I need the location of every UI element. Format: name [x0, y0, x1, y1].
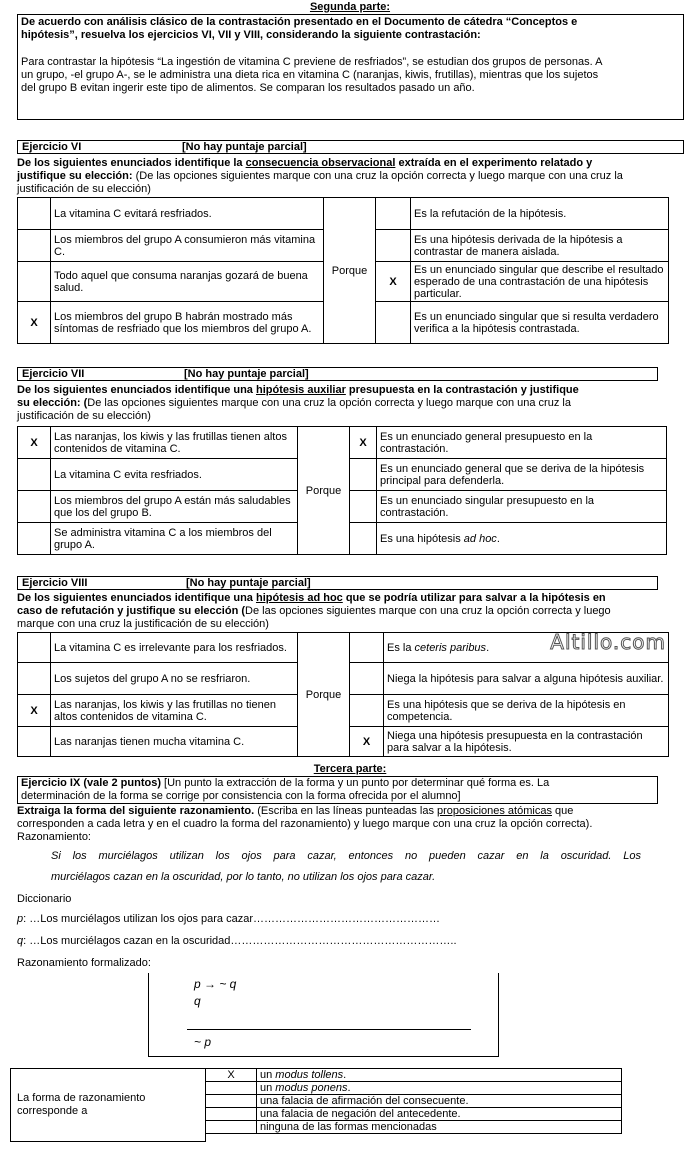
ex7-option-1-checkbox[interactable]: X — [18, 427, 51, 459]
ex7-justification-3-text: Es un enunciado singular presupuesto en la contrastación. — [377, 491, 667, 523]
ex8-justification-1-checkbox[interactable] — [350, 633, 384, 663]
form-option-2-text: un modus ponens. — [257, 1082, 622, 1095]
ex6-justification-4-checkbox[interactable] — [376, 302, 411, 344]
ex7-option-4-checkbox[interactable] — [18, 523, 51, 555]
ex8-option-3-checkbox[interactable]: X — [18, 695, 51, 727]
table-row — [206, 1082, 622, 1095]
premise-1: p → ~ q — [194, 977, 237, 991]
ex7-header-title: Ejercicio VII — [22, 368, 85, 380]
ex8-justification-1-text: Es la ceteris paribus. Altillo.com — [384, 633, 669, 663]
ex6-justification-2-text: Es una hipótesis derivada de la hipótesis a contrastar de manera aislada. — [411, 230, 669, 262]
conclusion-line — [187, 1029, 471, 1030]
ex6-justification-2-checkbox[interactable] — [376, 230, 411, 262]
ex7-justification-4-text: Es una hipótesis ad hoc. — [377, 523, 667, 555]
table-row — [18, 198, 669, 230]
case-line1: Para contrastar la hipótesis “La ingestión de vitamina C previene de resfriados”, se estudian dos grupos de personas. A — [21, 56, 603, 68]
ex8-justification-2-text: Niega la hipótesis para salvar a alguna hipótesis auxiliar. — [384, 663, 669, 695]
ex8-option-2-text: Los sujetos del grupo A no se resfriaron. — [51, 663, 298, 695]
ex8-option-2-checkbox[interactable] — [18, 663, 51, 695]
ex9-header-line1: Ejercicio IX (vale 2 puntos) [Un punto la extracción de la forma y un punto por determinar qué forma es. La — [21, 777, 550, 789]
case-line3: del grupo B evitan ingerir este tipo de alimentos. Se comparan los resultados pasado un año. — [21, 82, 475, 94]
part2-title: Segunda parte: — [309, 1, 391, 13]
ex6-justification-1-checkbox[interactable] — [376, 198, 411, 230]
dictionary-q: q: …Los murciélagos cazan en la oscuridad…………………………………………………….. — [17, 935, 457, 947]
ex7-option-3-checkbox[interactable] — [18, 491, 51, 523]
ex7-justification-3-checkbox[interactable] — [350, 491, 377, 523]
form-option-2-checkbox[interactable] — [206, 1082, 257, 1095]
table-row — [206, 1108, 622, 1121]
form-option-1-checkbox[interactable]: X — [206, 1069, 257, 1082]
ex7-justification-1-checkbox[interactable]: X — [350, 427, 377, 459]
ex6-option-1-checkbox[interactable] — [18, 198, 51, 230]
ex8-table — [17, 632, 669, 757]
intro-line1: De acuerdo con análisis clásico de la contrastación presentado en el Documento de cátedra “Conceptos e — [21, 16, 578, 28]
ex6-option-4-checkbox[interactable]: X — [18, 302, 51, 344]
ex7-justification-4-checkbox[interactable] — [350, 523, 377, 555]
ex8-justification-4-checkbox[interactable]: X — [350, 727, 384, 757]
ex6-header — [17, 140, 684, 154]
ex6-option-2-checkbox[interactable] — [18, 230, 51, 262]
ex8-option-3-text: Las naranjas, los kiwis y las frutillas no tienen altos contenidos de vitamina C. — [51, 695, 298, 727]
ex8-header — [17, 576, 658, 590]
premise-2: q — [194, 994, 201, 1008]
ex6-justification-1-text: Es la refutación de la hipótesis. — [411, 198, 669, 230]
ex6-porque: Porque — [324, 198, 376, 344]
argument-line1: Si los murciélagos utilizan los ojos para cazar, entonces no pueden cazar en la oscuridad. Los — [51, 850, 641, 862]
dictionary-p: p: …Los murciélagos utilizan los ojos para cazar…………………………………………… — [17, 913, 441, 925]
form-option-3-text: una falacia de afirmación del consecuente. — [257, 1095, 622, 1108]
altillo-logo: Altillo.com — [550, 630, 666, 654]
ex6-option-4-text: Los miembros del grupo B habrán mostrado más síntomas de resfriado que los miembros del grupo A. — [51, 302, 324, 344]
argument-line2: murciélagos cazan en la oscuridad, por lo tanto, no utilizan los ojos para cazar. — [51, 871, 436, 883]
intro-line2: hipótesis”, resuelva los ejercicios VI, VII y VIII, considerando la siguiente contrastación: — [21, 29, 481, 41]
ex6-option-3-text: Todo aquel que consuma naranjas gozará de buena salud. — [51, 262, 324, 302]
form-option-4-checkbox[interactable] — [206, 1108, 257, 1121]
form-option-4-text: una falacia de negación del antecedente. — [257, 1108, 622, 1121]
form-option-5-checkbox[interactable] — [206, 1121, 257, 1134]
ex6-header-note: [No hay puntaje parcial] — [182, 141, 307, 153]
ex6-justification-3-checkbox[interactable]: X — [376, 262, 411, 302]
ex8-justification-3-checkbox[interactable] — [350, 695, 384, 727]
form-option-3-checkbox[interactable] — [206, 1095, 257, 1108]
ex7-porque: Porque — [298, 427, 350, 555]
ex8-header-note: [No hay puntaje parcial] — [186, 577, 311, 589]
ex6-justification-3-text: Es un enunciado singular que describe el resultado esperado de una contrastación de una hipótesis particular. — [411, 262, 669, 302]
ex8-question-line1: De los siguientes enunciados identifique una hipótesis ad hoc que se podría utilizar para salvar a la hipótesis en — [17, 592, 606, 604]
table-row — [18, 633, 669, 663]
table-row — [206, 1121, 622, 1134]
ex7-justification-2-checkbox[interactable] — [350, 459, 377, 491]
ex7-header — [17, 367, 658, 381]
ex7-question-line3: justificación de su elección) — [17, 410, 151, 422]
ex6-header-title: Ejercicio VI — [22, 141, 82, 153]
ex7-justification-2-text: Es un enunciado general que se deriva de la hipótesis principal para defenderla. — [377, 459, 667, 491]
formalized-label: Razonamiento formalizado: — [17, 957, 151, 969]
form-label: La forma de razonamiento corresponde a — [17, 1092, 146, 1117]
ex8-question-line2: caso de refutación y justifique su elección (De las opciones siguientes marque con una cruz la opción correcta y luego — [17, 605, 611, 617]
ex8-option-4-text: Las naranjas tienen mucha vitamina C. — [51, 727, 298, 757]
ex8-option-1-checkbox[interactable] — [18, 633, 51, 663]
ex9-header-line2: determinación de la forma se corrige por consistencia con la forma ofrecida por el alumno] — [21, 790, 461, 802]
ex8-justification-4-text: Niega una hipótesis presupuesta en la contrastación para salvar a la hipótesis. — [384, 727, 669, 757]
form-options-table — [205, 1068, 622, 1134]
ex7-option-2-text: La vitamina C evita resfriados. — [51, 459, 298, 491]
table-row — [206, 1069, 622, 1082]
ex6-question-line3: justificación de su elección) — [17, 183, 151, 195]
ex8-question-line3: marque con una cruz la justificación de su elección) — [17, 618, 269, 630]
ex8-porque: Porque — [298, 633, 350, 757]
ex6-question-line2: justifique su elección: (De las opciones siguientes marque con una cruz la opción correcta y luego marque con una cruz la — [17, 170, 623, 182]
ex7-option-4-text: Se administra vitamina C a los miembros del grupo A. — [51, 523, 298, 555]
ex6-option-3-checkbox[interactable] — [18, 262, 51, 302]
ex8-header-title: Ejercicio VIII — [22, 577, 88, 589]
form-option-1-text: un modus tollens. — [257, 1069, 622, 1082]
case-line2: un grupo, -el grupo A-, se le administra una dieta rica en vitamina C (naranjas, kiwis, frutillas), mientras que los sujetos — [21, 69, 599, 81]
ex7-question-line1: De los siguientes enunciados identifique una hipótesis auxiliar presupuesta en la contrastación y justifique — [17, 384, 579, 396]
ex7-table — [17, 426, 667, 555]
ex6-option-1-text: La vitamina C evitará resfriados. — [51, 198, 324, 230]
ex6-justification-4-text: Es un enunciado singular que si resulta verdadero verifica a la hipótesis contrastada. — [411, 302, 669, 344]
ex7-justification-1-text: Es un enunciado general presupuesto en la contrastación. — [377, 427, 667, 459]
ex7-question-line2: su elección: (De las opciones siguientes marque con una cruz la opción correcta y luego marque con una cruz la — [17, 397, 571, 409]
conclusion: ~ p — [194, 1035, 212, 1049]
ex8-option-1-text: La vitamina C es irrelevante para los resfriados. — [51, 633, 298, 663]
part3-title: Tercera parte: — [313, 763, 387, 775]
ex7-option-2-checkbox[interactable] — [18, 459, 51, 491]
ex8-justification-3-text: Es una hipótesis que se deriva de la hipótesis en competencia. — [384, 695, 669, 727]
table-row — [18, 427, 667, 459]
ex7-header-note: [No hay puntaje parcial] — [184, 368, 309, 380]
ex8-justification-2-checkbox[interactable] — [350, 663, 384, 695]
ex7-option-3-text: Los miembros del grupo A están más saludables que los del grupo B. — [51, 491, 298, 523]
razonamiento-label: Razonamiento: — [17, 831, 91, 843]
ex6-table — [17, 197, 669, 344]
dictionary-label: Diccionario — [17, 893, 72, 905]
table-row — [206, 1095, 622, 1108]
ex6-option-2-text: Los miembros del grupo A consumieron más vitamina C. — [51, 230, 324, 262]
ex7-option-1-text: Las naranjas, los kiwis y las frutillas tienen altos contenidos de vitamina C. — [51, 427, 298, 459]
ex9-instruction-line2: corresponden a cada letra y en el cuadro la forma del razonamiento) y luego marque con una cruz la opción correcta). — [17, 818, 593, 830]
ex9-instruction-line1: Extraiga la forma del siguiente razonamiento. (Escriba en las líneas punteadas las proposiciones atómicas que — [17, 805, 574, 817]
ex6-question-line1: De los siguientes enunciados identifique la consecuencia observacional extraída en el experimento relatado y — [17, 157, 593, 169]
ex8-option-4-checkbox[interactable] — [18, 727, 51, 757]
form-option-5-text: ninguna de las formas mencionadas — [257, 1121, 622, 1134]
